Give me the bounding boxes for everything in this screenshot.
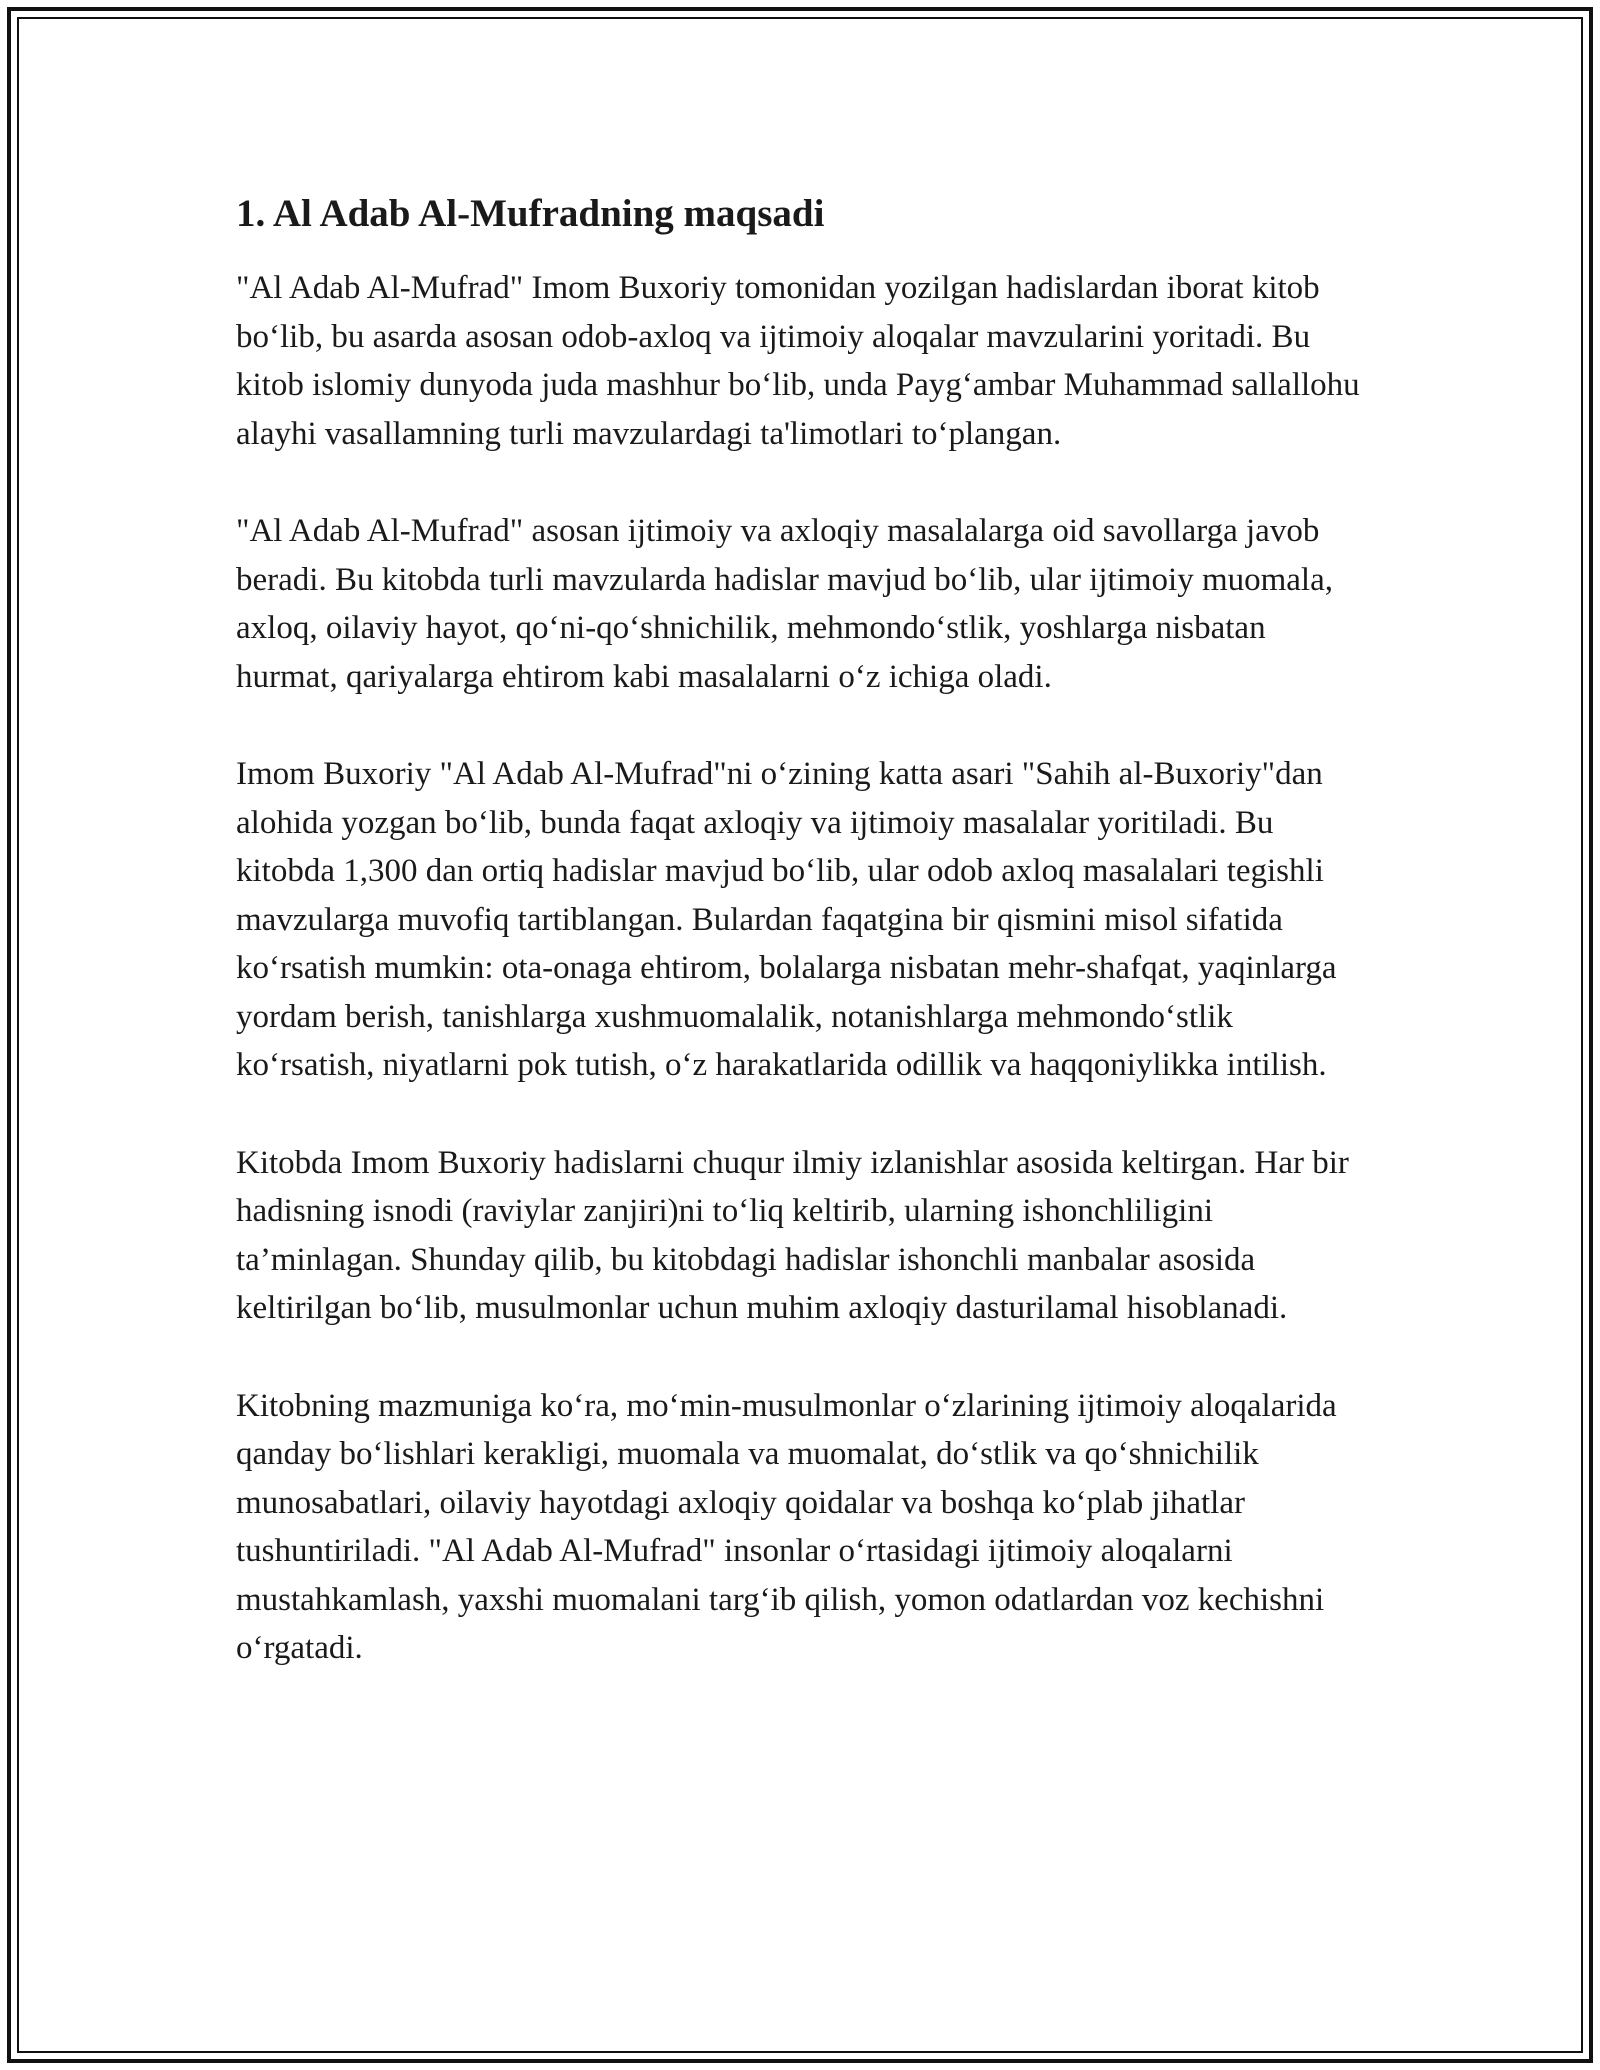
paragraph-1: "Al Adab Al-Mufrad" Imom Buxoriy tomonidan yozilgan hadislardan iborat kitob bo‘lib, bu asarda asosan odob-axloq va ijtimoiy aloqalar mavzularini yoritadi. Bu kitob islomiy dunyoda juda mashhur bo‘lib, unda Payg‘ambar Muhammad sallallohu alayhi vasallamning turli mavzulardagi ta'limotlari to‘plangan. [236, 270, 1360, 452]
section-heading: 1. Al Adab Al-Mufradning maqsadi [236, 192, 825, 235]
paragraph-2: "Al Adab Al-Mufrad" asosan ijtimoiy va axloqiy masalalarga oid savollarga javob beradi. Bu kitobda turli mavzularda hadislar mavjud bo‘lib, ular ijtimoiy muomala, axloq, oilaviy hayot, qo‘ni-qo‘shnichilik, mehmondo‘stlik, yoshlarga nisbatan hurmat, qariyalarga ehtirom kabi masalalarni o‘z ichiga oladi. [236, 513, 1333, 695]
paragraph-5: Kitobning mazmuniga ko‘ra, mo‘min-musulmonlar o‘zlarining ijtimoiy aloqalarida qanday bo‘lishlari kerakligi, muomala va muomalat, do‘stlik va qo‘shnichilik munosabatlari, oilaviy hayotdagi axloqiy qoidalar va boshqa ko‘plab jihatlar tushuntiriladi. "Al Adab Al-Mufrad" insonlar o‘rtasidagi ijtimoiy aloqalarni mustahkamlash, yaxshi muomalani targ‘ib qilish, yomon odatlardan voz kechishni o‘rgatadi. [236, 1387, 1337, 1666]
paragraph-3: Imom Buxoriy "Al Adab Al-Mufrad"ni o‘zining katta asari "Sahih al-Buxoriy"dan alohida yozgan bo‘lib, bunda faqat axloqiy va ijtimoiy masalalar yoritiladi. Bu kitobda 1,300 dan ortiq hadislar mavjud bo‘lib, ular odob axloq masalalari tegishli mavzularga muvofiq tartiblangan. Bulardan faqatgina bir qismini misol sifatida ko‘rsatish mumkin: ota-onaga ehtirom, bolalarga nisbatan mehr-shafqat, yaqinlarga yordam berish, tanishlarga xushmuomalalik, notanishlarga mehmondo‘stlik ko‘rsatish, niyatlarni pok tutish, o‘z harakatlarida odillik va haqqoniylikka intilish. [236, 756, 1337, 1083]
paragraph-4: Kitobda Imom Buxoriy hadislarni chuqur ilmiy izlanishlar asosida keltirgan. Har bir hadisning isnodi (raviylar zanjiri)ni to‘liq keltirib, ularning ishonchliligini ta’minlagan. Shunday qilib, bu kitobdagi hadislar ishonchli manbalar asosida keltirilgan bo‘lib, musulmonlar uchun muhim axloqiy dasturilamal hisoblanadi. [236, 1144, 1349, 1326]
document-body [236, 184, 1366, 1722]
